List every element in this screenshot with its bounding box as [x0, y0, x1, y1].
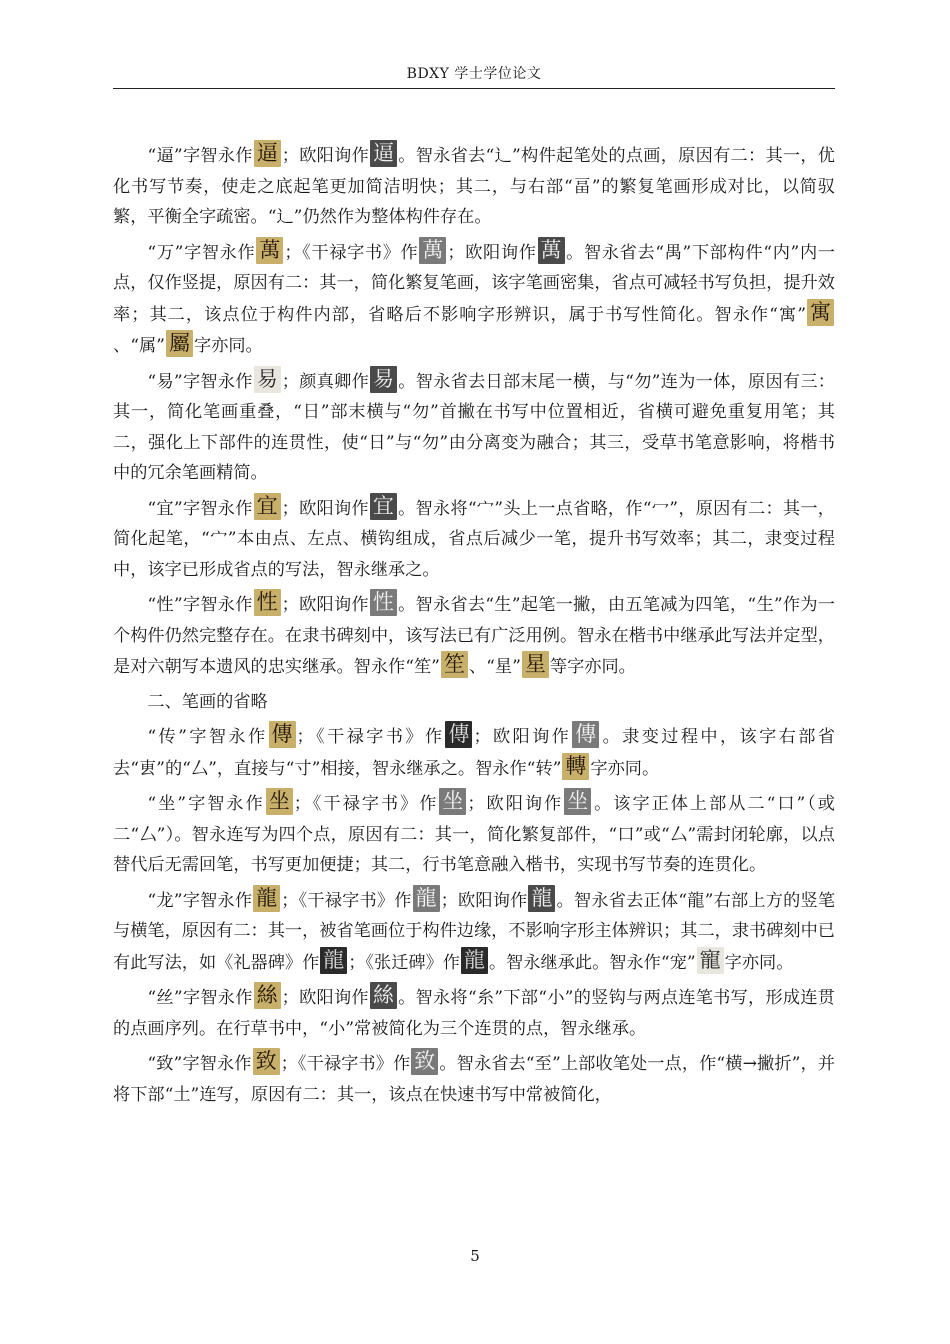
calligraphy-sample-image: 萬 [256, 237, 283, 264]
calligraphy-sample-image: 坐 [266, 788, 293, 815]
calligraphy-sample-image: 萬 [419, 237, 446, 264]
text-run: 。智永将“宀”头上一点省略，作“冖”，原因有二：其一，简化起笔，“宀”本由点、左点、横钩组成，省点后减少一笔，提升书写效率；其二，隶变过程中，该字已形成省点的写法，智永继承之。 [113, 498, 835, 580]
calligraphy-sample-image: 星 [522, 651, 549, 678]
paragraph [113, 885, 835, 979]
text-run: ；欧阳询作 [281, 988, 369, 1008]
text-run: “致”字智永作 [147, 1054, 252, 1074]
text-run: 。智永省去“生”起笔一撇，由五笔减为四笔，“生”作为一个构件仍然完整存在。在隶书碑刻中，该写法已有广泛用例。智永在楷书中继承此写法并定型，是对六朝写本遗风的忠实继承。智永作“笙” [113, 595, 835, 677]
text-run: ；欧阳询作 [447, 242, 537, 263]
text-run: 等字亦同。 [549, 657, 636, 677]
text-run: 字亦同。 [724, 952, 794, 973]
calligraphy-sample-image: 性 [254, 589, 281, 616]
calligraphy-sample-image: 笙 [441, 651, 468, 678]
calligraphy-sample-image: 宜 [370, 493, 397, 520]
text-run: ；《干禄字书》作 [281, 890, 412, 911]
calligraphy-sample-image: 龍 [413, 885, 440, 912]
text-run: 、“属” [113, 336, 165, 356]
text-run: 。智永省去正体“龍”右部上方的竖笔与横笔，原因有二：其一，被省笔画位于构件边缘，不影响字形主体辨识；其二，隶书碑刻中已有此写法，如《礼器碑》作 [113, 890, 836, 973]
calligraphy-sample-image: 致 [411, 1048, 438, 1075]
paragraph [113, 721, 835, 784]
text-run: 。智永省去日部末尾一横，与“勿”连为一体，原因有三：其一，简化笔画重叠，“日”部末横与“勿”首撇在书写中位置相近，省横可避免重复用笔；其二，强化上下部件的连贯性，使“日”与“勿”由分离变为融合；其三，受草书笔意影响，将楷书中的冗余笔画精简。 [113, 371, 835, 483]
calligraphy-sample-image: 龍 [320, 947, 347, 974]
calligraphy-sample-image: 龍 [253, 885, 280, 912]
text-run: “宜”字智永作 [147, 498, 253, 519]
paragraph [113, 366, 835, 489]
calligraphy-sample-image: 絲 [370, 982, 397, 1009]
text-run: ；欧阳询作 [467, 794, 564, 814]
paragraph [113, 982, 835, 1044]
paragraph [113, 589, 835, 683]
text-run: ；颜真卿作 [281, 371, 370, 392]
text-run: ；《干禄字书》作 [296, 727, 445, 747]
calligraphy-sample-image: 逼 [370, 140, 397, 167]
text-run: ；《干禄字书》作 [293, 794, 439, 814]
calligraphy-sample-image: 傳 [572, 721, 599, 748]
text-run: “丝”字智永作 [147, 988, 253, 1008]
paragraph [113, 1048, 835, 1110]
text-run: ；欧阳询作 [281, 146, 370, 166]
text-run: “传”字智永作 [147, 727, 268, 747]
text-run: 。该字正体上部从二“口”（或二“厶”）。智永连写为四个点，原因有二：其一，简化繁复部件，“口”或“厶”需封闭轮廓，以点替代后无需回笔，书写更加便捷；其二，行书笔意融入楷书，实现书写节奏的连贯化。 [113, 794, 835, 875]
text-run: ；欧阳询作 [281, 498, 369, 519]
text-run: “逼”字智永作 [147, 146, 253, 166]
calligraphy-sample-image: 宜 [254, 493, 281, 520]
text-run: 字亦同。 [590, 758, 660, 779]
calligraphy-sample-image: 屬 [166, 330, 193, 357]
paragraph [113, 237, 835, 362]
paragraph [113, 140, 835, 233]
text-run: 。智永继承此。智永作“宠” [488, 952, 696, 973]
calligraphy-sample-image: 寓 [807, 299, 834, 326]
text-run: 。智永省去“至”上部收笔处一点，作“横→撇折”，并将下部“土”连写，原因有二：其一，该点在快速书写中常被简化， [113, 1054, 836, 1105]
text-run: 、“星” [468, 657, 521, 677]
text-run: ；欧阳询作 [473, 727, 572, 747]
text-run: 。智永省去“禺”下部构件“内”内一点，仅作竖提，原因有二：其一，简化繁复笔画，该字笔画密集，省点可减轻书写负担，提升效率；其二，该点位于构件内部，省略后不影响字形辨识，属于书写性简化。智永作“寓” [113, 242, 835, 325]
text-run: “坐”字智永作 [147, 794, 265, 814]
text-run: ；欧阳询作 [440, 890, 528, 911]
calligraphy-sample-image: 絲 [254, 982, 281, 1009]
calligraphy-sample-image: 易 [254, 366, 281, 393]
calligraphy-sample-image: 逼 [254, 140, 281, 167]
calligraphy-sample-image: 萬 [538, 237, 565, 264]
text-run: “性”字智永作 [147, 595, 253, 615]
calligraphy-sample-image: 轉 [562, 753, 589, 780]
text-run: ；《干禄字书》作 [280, 1054, 411, 1074]
text-run: ；欧阳询作 [281, 595, 369, 615]
text-run: “龙”字智永作 [147, 890, 253, 911]
body-text [113, 140, 835, 1114]
paragraph [113, 788, 835, 881]
text-run: “万”字智永作 [147, 242, 256, 263]
text-run: “易”字智永作 [147, 371, 253, 392]
calligraphy-sample-image: 傳 [445, 721, 472, 748]
paragraph [113, 493, 835, 586]
calligraphy-sample-image: 龍 [461, 947, 488, 974]
text-run: ；《干禄字书》作 [284, 242, 419, 263]
text-run: 字亦同。 [193, 336, 263, 356]
calligraphy-sample-image: 致 [253, 1048, 280, 1075]
text-run: 。智永省去“辶”构件起笔处的点画，原因有二：其一，优化书写节奏，使走之底起笔更加简洁明快；其二，与右部“畐”的繁复笔画形成对比，以简驭繁，平衡全字疏密。“辶”仍然作为整体构件存在。 [113, 146, 835, 227]
header-rule [113, 88, 835, 89]
calligraphy-sample-image: 性 [370, 589, 397, 616]
calligraphy-sample-image: 坐 [439, 788, 466, 815]
text-run: 二、笔画的省略 [147, 691, 268, 712]
calligraphy-sample-image: 寵 [697, 947, 724, 974]
calligraphy-sample-image: 龍 [528, 885, 555, 912]
calligraphy-sample-image: 易 [370, 366, 397, 393]
text-run: ；《张迁碑》作 [348, 952, 460, 973]
section-heading [113, 687, 835, 718]
page-number: 5 [470, 1247, 480, 1265]
calligraphy-sample-image: 傳 [269, 721, 296, 748]
text-run: 。智永将“糸”下部“小”的竖钩与两点连笔书写，形成连贯的点画序列。在行草书中，“小”常被简化为三个连贯的点，智永继承。 [113, 988, 835, 1039]
page-header: BDXY 学士学位论文 [406, 66, 542, 82]
calligraphy-sample-image: 坐 [564, 788, 591, 815]
text-run: 。隶变过程中，该字右部省去“叀”的“厶”，直接与“寸”相接，智永继承之。智永作“转” [113, 727, 835, 779]
